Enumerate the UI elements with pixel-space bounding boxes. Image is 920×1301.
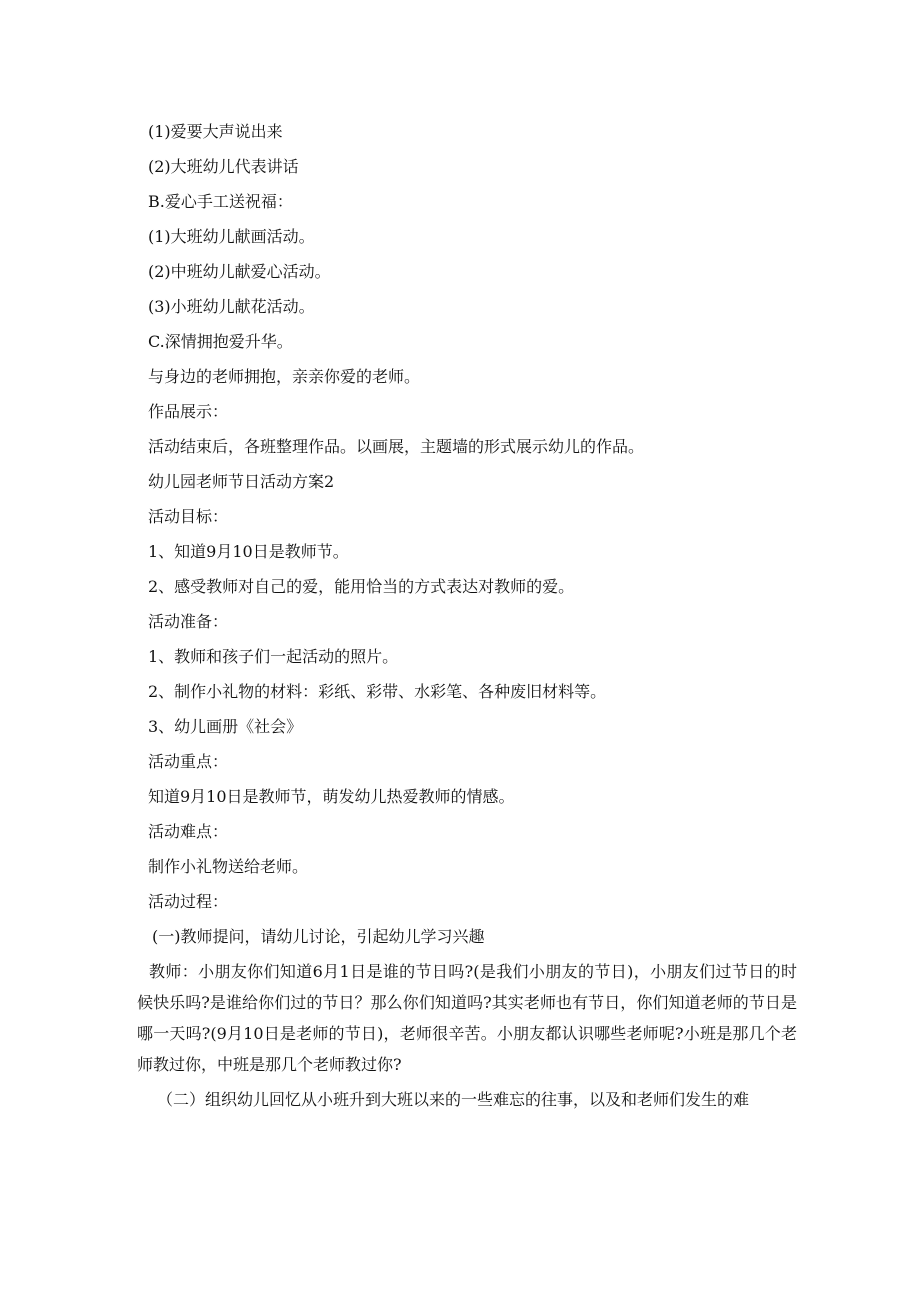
- text-line: (2)中班幼儿献爱心活动。: [148, 262, 331, 281]
- text-line: 1、知道9月10日是教师节。: [148, 542, 349, 561]
- text-line: 3、幼儿画册《社会》: [148, 717, 303, 736]
- text-line: (1)大班幼儿献画活动。: [148, 227, 315, 246]
- text-lines: [137, 114, 797, 954]
- text-line: (3)小班幼儿献花活动。: [148, 297, 315, 316]
- text-line: 2、感受教师对自己的爱，能用恰当的方式表达对教师的爱。: [148, 577, 575, 596]
- text-line: (1)爱要大声说出来: [148, 122, 283, 141]
- text-line: 作品展示：: [148, 402, 229, 421]
- text-line: 2、制作小礼物的材料：彩纸、彩带、水彩笔、各种废旧材料等。: [148, 682, 607, 701]
- text-line: 1、教师和孩子们一起活动的照片。: [148, 647, 399, 666]
- text-line: C.深情拥抱爱升华。: [148, 332, 293, 351]
- document-body: [137, 114, 797, 1115]
- text-line: 与身边的老师拥抱，亲亲你爱的老师。: [148, 367, 421, 386]
- text-line: 幼儿园老师节日活动方案2: [148, 472, 335, 491]
- recall-activity-paragraph: [137, 1084, 797, 1115]
- text-line: 活动目标：: [148, 507, 229, 526]
- text-line: B.爱心手工送祝福：: [148, 192, 293, 211]
- text-line: 活动准备：: [148, 612, 229, 631]
- text-line: (一)教师提问，请幼儿讨论，引起幼儿学习兴趣: [152, 927, 485, 946]
- teacher-question-paragraph: [137, 956, 797, 1080]
- text-line: 制作小礼物送给老师。: [148, 857, 309, 876]
- paragraph-text: （二）组织幼儿回忆从小班升到大班以来的一些难忘的往事，以及和老师们发生的难: [157, 1090, 750, 1109]
- text-line: 活动重点：: [148, 752, 229, 771]
- text-line: (2)大班幼儿代表讲话: [148, 157, 299, 176]
- text-line: 活动结束后，各班整理作品。以画展，主题墙的形式展示幼儿的作品。: [148, 437, 645, 456]
- text-line: 知道9月10日是教师节，萌发幼儿热爱教师的情感。: [148, 787, 515, 806]
- text-line: 活动难点：: [148, 822, 229, 841]
- paragraph-text: 教师：小朋友你们知道6月1日是谁的节日吗?(是我们小朋友的节日)，小朋友们过节日的时候快乐吗?是谁给你们过的节日？那么你们知道吗?其实老师也有节日，你们知道老师的节日是哪一天吗?(9月10日是老师的节日)，老师很辛苦。小朋友都认识哪些老师呢?小班是那几个老师教过你，中班是那几个老师教过你?: [137, 962, 797, 1074]
- text-line: 活动过程：: [148, 892, 229, 911]
